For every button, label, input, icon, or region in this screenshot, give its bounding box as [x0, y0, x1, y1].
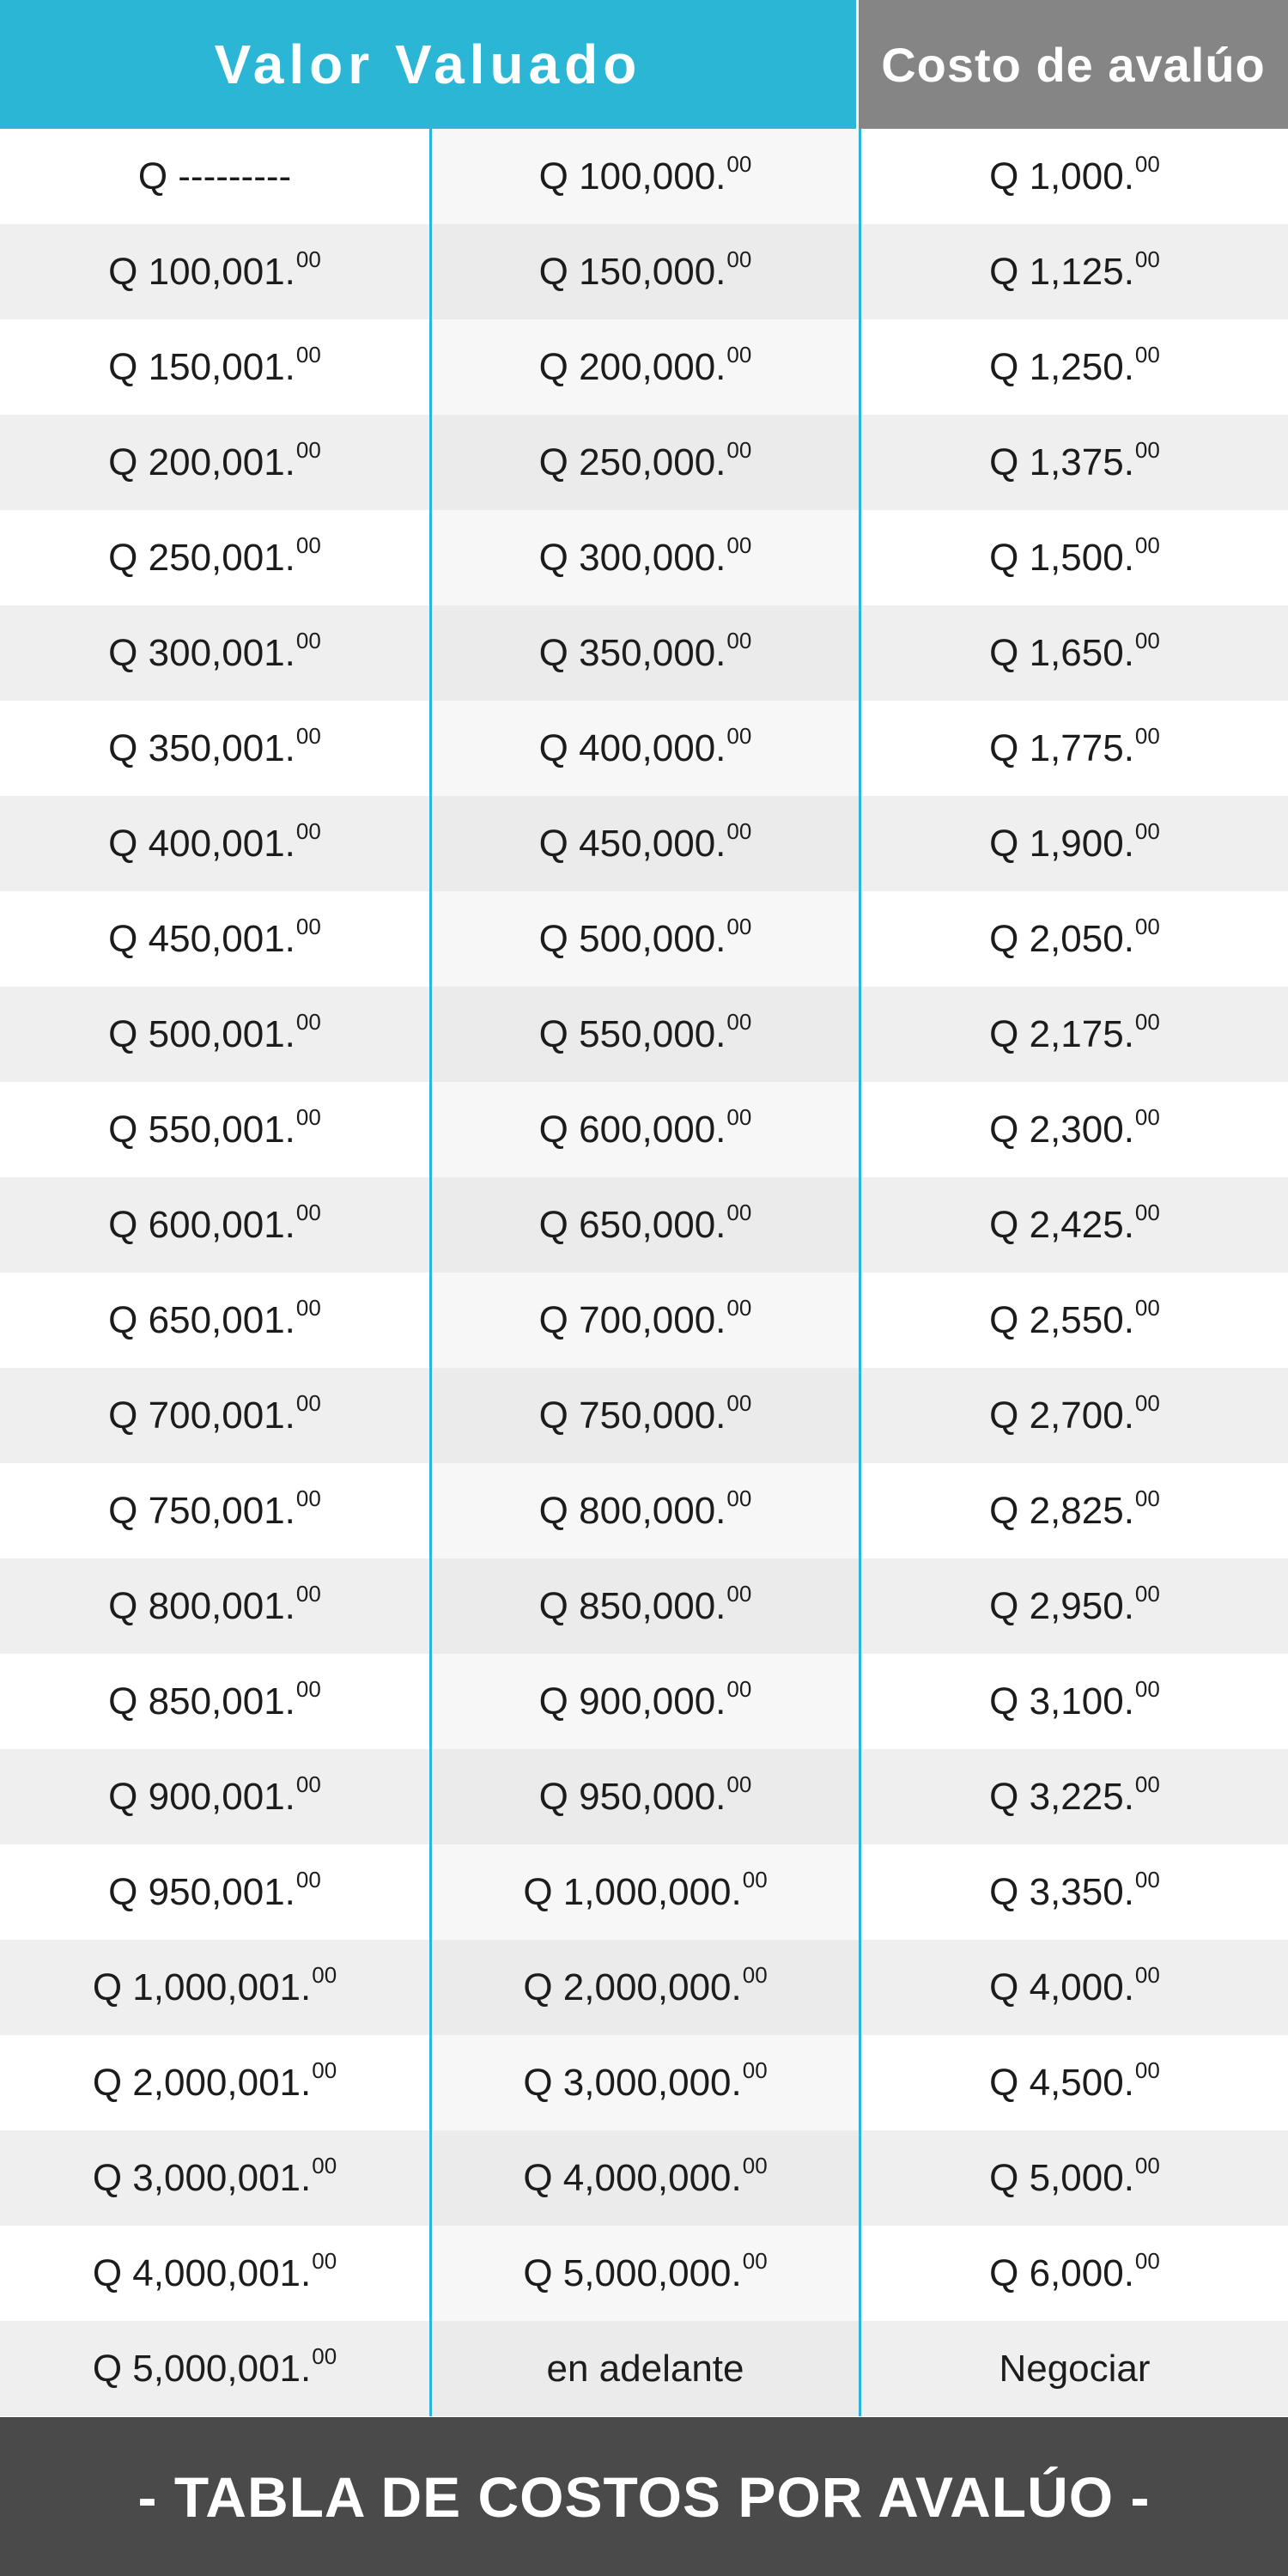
cell-valor-hasta-cents: 00	[726, 1581, 752, 1607]
cell-costo-avaluo-amount: Q 1,900.	[989, 822, 1134, 865]
cell-costo-avaluo	[861, 2130, 1288, 2226]
cell-costo-avaluo-cents: 00	[1134, 1962, 1160, 1988]
cell-costo-avaluo	[861, 2226, 1288, 2321]
cell-valor-desde-cents: 00	[295, 1390, 321, 1416]
table-row	[0, 701, 1288, 796]
cell-valor-desde	[0, 605, 429, 701]
cell-valor-desde-amount: Q 850,001.	[108, 1680, 295, 1722]
cell-valor-desde-cents: 00	[295, 532, 321, 558]
cell-costo-avaluo-amount: Q 1,500.	[989, 536, 1134, 579]
cell-costo-avaluo	[861, 1463, 1288, 1558]
cell-valor-desde-cents: 00	[312, 2057, 337, 2083]
cell-valor-hasta-amount: Q 550,000.	[538, 1012, 726, 1055]
cell-valor-hasta-cents: 00	[726, 1200, 752, 1225]
cell-costo-avaluo	[861, 987, 1288, 1082]
cell-valor-hasta-amount: Q 800,000.	[538, 1489, 726, 1532]
cell-costo-avaluo-amount: Q 1,125.	[989, 250, 1134, 293]
cell-valor-hasta-amount: Q 250,000.	[538, 440, 726, 483]
cell-valor-hasta	[432, 605, 859, 701]
cell-valor-desde-cents: 00	[295, 437, 321, 463]
cell-valor-desde	[0, 1368, 429, 1463]
cell-valor-desde	[0, 1177, 429, 1273]
cell-valor-desde-cents: 00	[295, 818, 321, 844]
cell-valor-desde-amount: Q 300,001.	[108, 631, 295, 674]
cell-valor-desde-amount: Q 150,001.	[108, 345, 295, 388]
table-row	[0, 2035, 1288, 2130]
cell-costo-avaluo-cents: 00	[1134, 1867, 1160, 1893]
cell-valor-desde	[0, 1273, 429, 1368]
cell-valor-hasta	[432, 1463, 859, 1558]
cell-costo-avaluo-cents: 00	[1134, 532, 1160, 558]
cell-valor-hasta-amount: Q 600,000.	[538, 1108, 726, 1151]
cell-valor-desde-cents: 00	[312, 2153, 337, 2178]
cell-valor-desde	[0, 891, 429, 987]
cell-costo-avaluo-amount: Q 4,500.	[989, 2061, 1134, 2104]
cell-valor-desde-amount: Q 650,001.	[108, 1298, 295, 1341]
table-row	[0, 1844, 1288, 1940]
cell-valor-desde-cents: 00	[312, 2248, 337, 2274]
cell-valor-hasta	[432, 2226, 859, 2321]
cell-valor-hasta-amount: Q 3,000,000.	[523, 2061, 742, 2104]
cell-valor-desde	[0, 1082, 429, 1177]
table-row	[0, 224, 1288, 319]
cell-costo-avaluo	[861, 1273, 1288, 1368]
table-body	[0, 129, 1288, 2417]
cell-costo-avaluo-cents: 00	[1134, 723, 1160, 749]
cell-valor-hasta-amount: Q 2,000,000.	[523, 1965, 742, 2008]
cell-valor-desde-amount: Q 600,001.	[108, 1203, 295, 1246]
cell-valor-desde	[0, 701, 429, 796]
table-row	[0, 510, 1288, 605]
cell-valor-hasta-amount: Q 500,000.	[538, 917, 726, 960]
cell-valor-desde	[0, 987, 429, 1082]
cell-valor-desde-cents: 00	[295, 914, 321, 939]
cell-valor-desde-cents: 00	[295, 1104, 321, 1130]
cell-valor-desde-amount: Q 950,001.	[108, 1870, 295, 1913]
cell-valor-desde-cents: 00	[295, 246, 321, 272]
cell-valor-desde	[0, 796, 429, 891]
cell-costo-avaluo-cents: 00	[1134, 1485, 1160, 1511]
cell-valor-desde-amount: Q ---------	[137, 155, 292, 197]
cell-valor-hasta-amount: Q 700,000.	[538, 1298, 726, 1341]
cell-costo-avaluo-cents: 00	[1134, 151, 1160, 177]
cell-valor-hasta	[432, 1273, 859, 1368]
cell-valor-desde	[0, 319, 429, 415]
cell-valor-hasta-cents: 00	[726, 1676, 752, 1702]
cell-costo-avaluo-cents: 00	[1134, 1200, 1160, 1225]
table-row	[0, 415, 1288, 510]
cell-costo-avaluo-amount: Q 2,300.	[989, 1108, 1134, 1151]
cell-costo-avaluo-cents: 00	[1134, 2057, 1160, 2083]
cell-costo-avaluo-amount: Q 5,000.	[989, 2156, 1134, 2199]
cell-costo-avaluo	[861, 2035, 1288, 2130]
cell-valor-desde-amount: Q 500,001.	[108, 1012, 295, 1055]
cell-costo-avaluo-amount: Q 1,650.	[989, 631, 1134, 674]
cell-valor-desde	[0, 1654, 429, 1749]
cell-valor-hasta	[432, 129, 859, 224]
cell-costo-avaluo	[861, 1749, 1288, 1844]
cell-valor-desde-cents: 00	[295, 723, 321, 749]
table-footer-title: - TABLA DE COSTOS POR AVALÚO -	[0, 2417, 1288, 2576]
cell-costo-avaluo-cents: 00	[1134, 914, 1160, 939]
cell-valor-hasta-amount: Q 5,000,000.	[523, 2251, 742, 2294]
cell-costo-avaluo-cents: 00	[1134, 1009, 1160, 1035]
cell-valor-hasta	[432, 1940, 859, 2035]
table-header	[0, 0, 1288, 129]
cell-valor-hasta	[432, 2130, 859, 2226]
cell-valor-desde-amount: Q 5,000,001.	[92, 2347, 312, 2390]
cell-costo-avaluo-amount: Q 2,950.	[989, 1584, 1134, 1627]
cell-valor-hasta	[432, 796, 859, 891]
cell-costo-avaluo-amount: Q 6,000.	[989, 2251, 1134, 2294]
cell-costo-avaluo-cents: 00	[1134, 818, 1160, 844]
table-row	[0, 1463, 1288, 1558]
table-row	[0, 1082, 1288, 1177]
cell-costo-avaluo	[861, 1654, 1288, 1749]
cell-valor-desde-amount: Q 100,001.	[108, 250, 295, 293]
cell-valor-desde	[0, 2321, 429, 2416]
cell-valor-hasta-amount: Q 1,000,000.	[523, 1870, 742, 1913]
cell-costo-avaluo-cents: 00	[1134, 1295, 1160, 1321]
cell-costo-avaluo-cents: 00	[1134, 1390, 1160, 1416]
cell-valor-hasta	[432, 415, 859, 510]
cell-valor-desde-amount: Q 450,001.	[108, 917, 295, 960]
cell-costo-avaluo-amount: Q 2,425.	[989, 1203, 1134, 1246]
cell-costo-avaluo	[861, 129, 1288, 224]
cell-valor-hasta	[432, 1082, 859, 1177]
cell-costo-avaluo-amount: Q 2,550.	[989, 1298, 1134, 1341]
cell-valor-hasta-amount: Q 150,000.	[538, 250, 726, 293]
cell-costo-avaluo	[861, 701, 1288, 796]
cell-costo-avaluo	[861, 224, 1288, 319]
cell-costo-avaluo	[861, 891, 1288, 987]
cell-costo-avaluo	[861, 1177, 1288, 1273]
cell-costo-avaluo	[861, 510, 1288, 605]
cell-valor-hasta-cents: 00	[726, 914, 752, 939]
header-costo-avaluo: Costo de avalúo	[859, 0, 1288, 129]
cell-valor-hasta	[432, 987, 859, 1082]
cell-valor-desde-amount: Q 750,001.	[108, 1489, 295, 1532]
cell-valor-desde-amount: Q 4,000,001.	[92, 2251, 312, 2294]
cell-valor-hasta-amount: Q 950,000.	[538, 1775, 726, 1818]
cell-valor-hasta-amount: Q 750,000.	[538, 1394, 726, 1437]
cell-valor-desde-amount: Q 3,000,001.	[92, 2156, 312, 2199]
cell-valor-desde	[0, 1558, 429, 1654]
cell-valor-hasta	[432, 1654, 859, 1749]
cell-valor-hasta-cents: 00	[726, 628, 752, 653]
cell-valor-desde	[0, 2130, 429, 2226]
cell-costo-avaluo-amount: Q 3,350.	[989, 1870, 1134, 1913]
cell-valor-hasta	[432, 701, 859, 796]
table-row	[0, 2226, 1288, 2321]
cell-valor-desde-amount: Q 550,001.	[108, 1108, 295, 1151]
cell-valor-hasta-amount: Q 4,000,000.	[523, 2156, 742, 2199]
cell-valor-desde-cents: 00	[295, 1485, 321, 1511]
cell-valor-hasta	[432, 1368, 859, 1463]
cell-valor-desde	[0, 415, 429, 510]
cell-valor-hasta	[432, 510, 859, 605]
cell-valor-desde	[0, 2226, 429, 2321]
cell-valor-hasta-cents: 00	[726, 1390, 752, 1416]
cell-costo-avaluo-amount: Q 4,000.	[989, 1965, 1134, 2008]
cell-valor-desde-amount: Q 400,001.	[108, 822, 295, 865]
cell-valor-desde	[0, 2035, 429, 2130]
cell-costo-avaluo	[861, 1082, 1288, 1177]
cell-valor-hasta-cents: 00	[726, 151, 752, 177]
cell-costo-avaluo	[861, 796, 1288, 891]
cell-costo-avaluo-amount: Q 2,175.	[989, 1012, 1134, 1055]
cell-costo-avaluo-amount: Q 1,775.	[989, 726, 1134, 769]
header-valor-valuado: Valor Valuado	[0, 0, 856, 129]
cell-valor-hasta	[432, 1558, 859, 1654]
table-row	[0, 319, 1288, 415]
cell-costo-avaluo-cents: 00	[1134, 246, 1160, 272]
cell-valor-desde	[0, 1940, 429, 2035]
cell-valor-hasta-amount: Q 350,000.	[538, 631, 726, 674]
cell-costo-avaluo-cents: 00	[1134, 342, 1160, 368]
cell-valor-hasta	[432, 1749, 859, 1844]
cell-valor-hasta	[432, 1177, 859, 1273]
cell-valor-desde	[0, 224, 429, 319]
cell-valor-desde-amount: Q 700,001.	[108, 1394, 295, 1437]
cell-valor-desde-cents: 00	[295, 1676, 321, 1702]
cell-valor-desde-cents: 00	[295, 1771, 321, 1797]
cell-valor-desde	[0, 510, 429, 605]
cell-valor-desde	[0, 1844, 429, 1940]
table-row	[0, 129, 1288, 224]
cell-costo-avaluo-cents: 00	[1134, 1771, 1160, 1797]
cell-costo-avaluo-cents: 00	[1134, 1581, 1160, 1607]
cell-valor-hasta-cents: 00	[726, 818, 752, 844]
cell-costo-avaluo-cents: 00	[1134, 437, 1160, 463]
cell-costo-avaluo-cents: 00	[1134, 2153, 1160, 2178]
table-row	[0, 987, 1288, 1082]
cell-valor-hasta-cents: 00	[742, 2057, 768, 2083]
cell-valor-desde-cents: 00	[295, 1581, 321, 1607]
table-row	[0, 1654, 1288, 1749]
cell-valor-hasta	[432, 319, 859, 415]
cell-costo-avaluo	[861, 1844, 1288, 1940]
cell-costo-avaluo	[861, 1368, 1288, 1463]
cell-valor-desde-cents: 00	[295, 1009, 321, 1035]
cell-valor-desde	[0, 129, 429, 224]
cell-valor-desde-cents: 00	[312, 2343, 337, 2369]
cell-valor-hasta	[432, 224, 859, 319]
cell-valor-desde-cents: 00	[295, 1867, 321, 1893]
cell-costo-avaluo-amount: Q 1,250.	[989, 345, 1134, 388]
table-row	[0, 1368, 1288, 1463]
cell-costo-avaluo-amount: Q 2,700.	[989, 1394, 1134, 1437]
cell-valor-hasta-cents: 00	[742, 2248, 768, 2274]
table-row	[0, 1558, 1288, 1654]
cell-valor-desde	[0, 1749, 429, 1844]
cell-valor-hasta-amount: Q 850,000.	[538, 1584, 726, 1627]
cell-valor-desde-cents: 00	[295, 342, 321, 368]
cell-valor-hasta-cents: 00	[742, 1867, 768, 1893]
table-row	[0, 605, 1288, 701]
table-row	[0, 1177, 1288, 1273]
cell-costo-avaluo-amount: Q 3,225.	[989, 1775, 1134, 1818]
cell-valor-desde-amount: Q 1,000,001.	[92, 1965, 312, 2008]
cell-valor-hasta-amount: Q 650,000.	[538, 1203, 726, 1246]
cell-costo-avaluo-amount: Q 1,000.	[989, 155, 1134, 197]
cell-valor-hasta-cents: 00	[726, 342, 752, 368]
cell-costo-avaluo	[861, 319, 1288, 415]
cell-valor-hasta-cents: 00	[726, 723, 752, 749]
cell-valor-hasta-cents: 00	[726, 1295, 752, 1321]
cell-valor-desde-amount: Q 800,001.	[108, 1584, 295, 1627]
cell-valor-desde-amount: Q 350,001.	[108, 726, 295, 769]
cell-valor-hasta	[432, 1844, 859, 1940]
cell-costo-avaluo-cents: 00	[1134, 1104, 1160, 1130]
cell-valor-desde-amount: Q 200,001.	[108, 440, 295, 483]
table-row	[0, 2130, 1288, 2226]
cell-costo-avaluo-amount: Q 2,825.	[989, 1489, 1134, 1532]
table-row	[0, 1749, 1288, 1844]
cell-valor-hasta-cents: 00	[726, 246, 752, 272]
cell-valor-hasta-amount: Q 200,000.	[538, 345, 726, 388]
cell-valor-hasta-cents: 00	[726, 1009, 752, 1035]
cell-valor-hasta-amount: Q 400,000.	[538, 726, 726, 769]
cell-valor-hasta-cents: 00	[742, 1962, 768, 1988]
cell-valor-desde-amount: Q 2,000,001.	[92, 2061, 312, 2104]
cell-costo-avaluo	[861, 415, 1288, 510]
cell-valor-hasta-cents: 00	[726, 437, 752, 463]
cell-costo-avaluo-cents: 00	[1134, 2248, 1160, 2274]
cell-valor-hasta-cents: 00	[726, 1104, 752, 1130]
cell-valor-desde-amount: Q 900,001.	[108, 1775, 295, 1818]
cell-valor-hasta-amount: Q 300,000.	[538, 536, 726, 579]
cell-valor-hasta-cents: 00	[726, 1771, 752, 1797]
cell-valor-desde-cents: 00	[295, 1295, 321, 1321]
cell-valor-desde-cents: 00	[312, 1962, 337, 1988]
cell-valor-desde-cents: 00	[295, 1200, 321, 1225]
table-row	[0, 1940, 1288, 2035]
table-row	[0, 2321, 1288, 2416]
cell-costo-avaluo	[861, 2321, 1288, 2416]
cell-costo-avaluo-amount: Negociar	[999, 2347, 1151, 2390]
cell-costo-avaluo-amount: Q 2,050.	[989, 917, 1134, 960]
cell-valor-hasta-cents: 00	[726, 1485, 752, 1511]
cell-costo-avaluo-amount: Q 3,100.	[989, 1680, 1134, 1722]
cell-costo-avaluo	[861, 1558, 1288, 1654]
cell-valor-hasta	[432, 2035, 859, 2130]
cell-valor-hasta-amount: Q 900,000.	[538, 1680, 726, 1722]
cell-valor-desde	[0, 1463, 429, 1558]
cell-valor-hasta-amount: en adelante	[546, 2347, 744, 2390]
cell-costo-avaluo	[861, 1940, 1288, 2035]
table-row	[0, 891, 1288, 987]
cell-valor-desde-cents: 00	[295, 628, 321, 653]
cell-valor-hasta-amount: Q 450,000.	[538, 822, 726, 865]
cell-costo-avaluo-cents: 00	[1134, 628, 1160, 653]
cell-valor-hasta-cents: 00	[726, 532, 752, 558]
cell-valor-desde-amount: Q 250,001.	[108, 536, 295, 579]
cell-costo-avaluo	[861, 605, 1288, 701]
cell-costo-avaluo-amount: Q 1,375.	[989, 440, 1134, 483]
table-row	[0, 796, 1288, 891]
table-row	[0, 1273, 1288, 1368]
cell-valor-hasta	[432, 2321, 859, 2416]
cell-valor-hasta	[432, 891, 859, 987]
cell-valor-hasta-amount: Q 100,000.	[538, 155, 726, 197]
cell-costo-avaluo-cents: 00	[1134, 1676, 1160, 1702]
cell-valor-hasta-cents: 00	[742, 2153, 768, 2178]
